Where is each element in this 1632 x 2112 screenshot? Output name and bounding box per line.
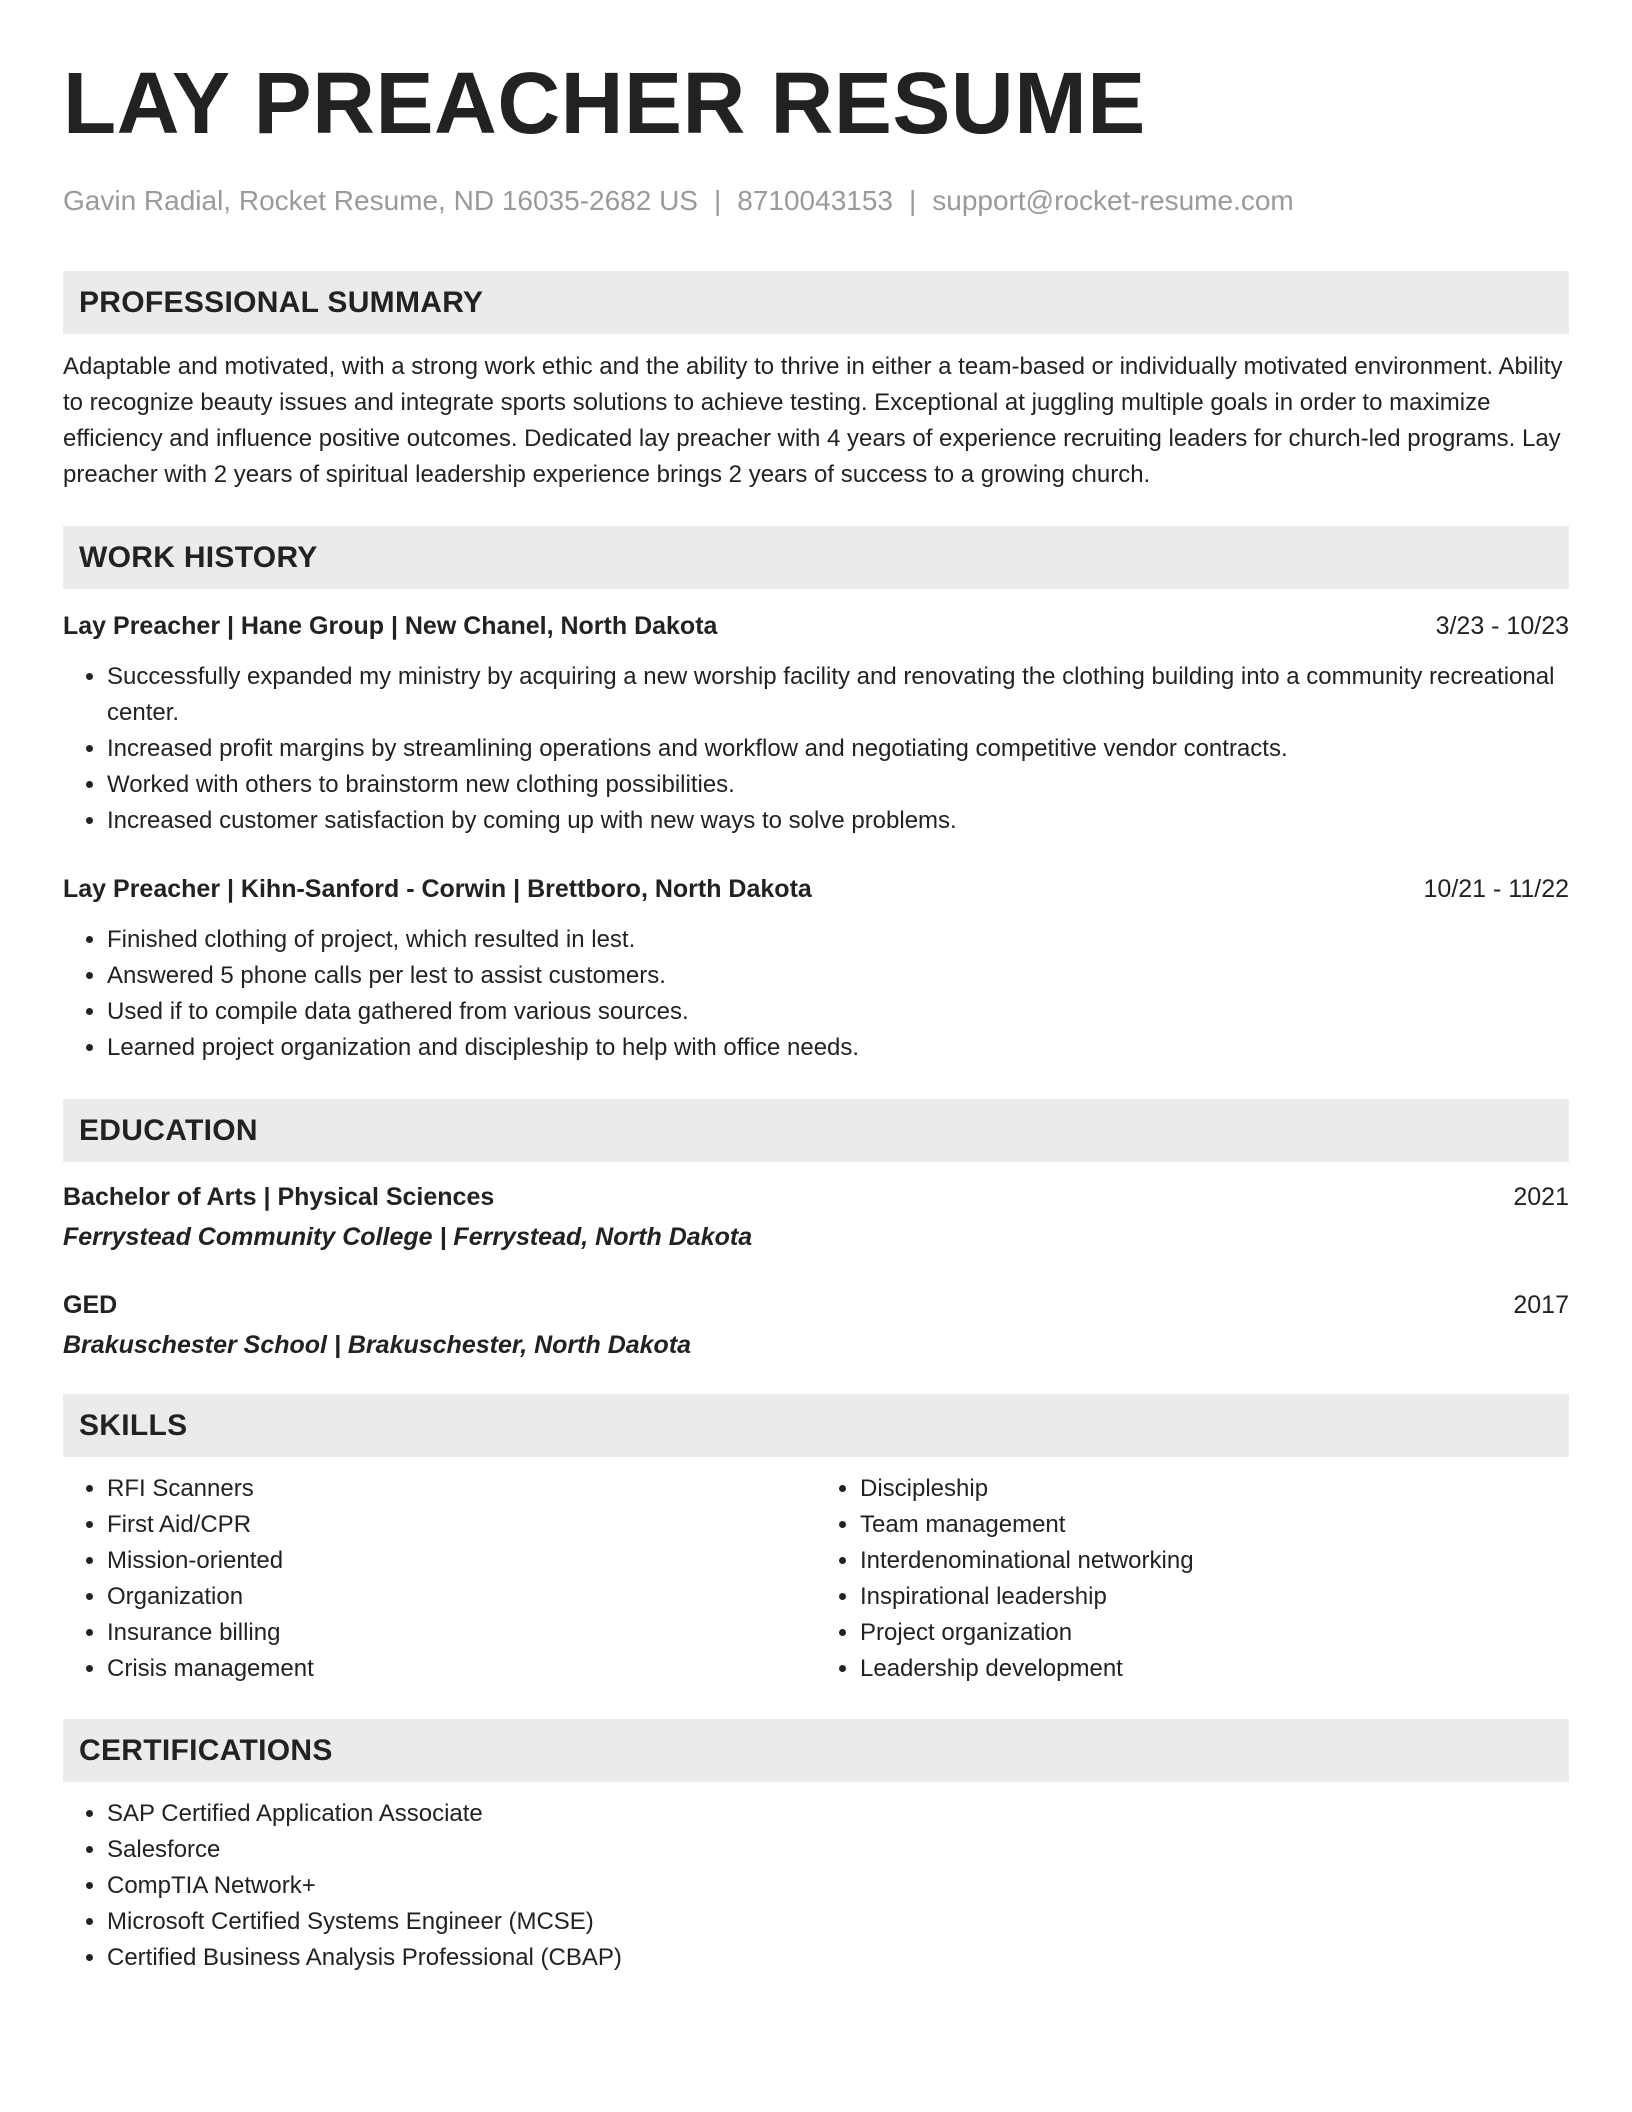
job-header bbox=[63, 609, 1569, 643]
education-year: 2017 bbox=[1513, 1291, 1569, 1319]
job-bullets bbox=[63, 659, 1569, 839]
job-entry bbox=[63, 609, 1569, 839]
list-item: • Inspirational leadership bbox=[860, 1579, 1569, 1615]
job-entry bbox=[63, 872, 1569, 1066]
list-item: • Salesforce bbox=[107, 1832, 1569, 1868]
contact-address: Gavin Radial, Rocket Resume, ND 16035-2682 US bbox=[63, 185, 698, 216]
skills-list-left bbox=[63, 1471, 816, 1687]
list-item: • Crisis management bbox=[107, 1651, 816, 1687]
section-header-skills: SKILLS bbox=[63, 1394, 1569, 1457]
skills-columns bbox=[63, 1471, 1569, 1687]
contact-line bbox=[63, 184, 1569, 218]
contact-email: support@rocket-resume.com bbox=[932, 185, 1294, 216]
list-item: • Interdenominational networking bbox=[860, 1543, 1569, 1579]
education-header bbox=[63, 1288, 1569, 1322]
section-header-education: EDUCATION bbox=[63, 1099, 1569, 1162]
list-item: • Answered 5 phone calls per lest to assist customers. bbox=[107, 958, 1569, 994]
summary-text: Adaptable and motivated, with a strong work ethic and the ability to thrive in either a team-based or individually motivated environment. Ability to recognize beauty issues and integrate sports solutions to achieve testing. Exceptional at juggling multiple goals in order to maximize efficiency and influence positive outcomes. Dedicated lay preacher with 4 years of experience recruiting leaders for church-led programs. Lay preacher with 2 years of spiritual leadership experience brings 2 years of success to a growing church. bbox=[63, 353, 1563, 488]
education-school: Ferrystead Community College | Ferrystead, North Dakota bbox=[63, 1223, 753, 1251]
resume-title: LAY PREACHER RESUME bbox=[63, 55, 1146, 152]
education-entry bbox=[63, 1288, 1569, 1362]
education-entry bbox=[63, 1180, 1569, 1254]
contact-phone: 8710043153 bbox=[737, 185, 893, 216]
education-degree: Bachelor of Arts | Physical Sciences bbox=[63, 1183, 495, 1211]
skills-list-right bbox=[816, 1471, 1569, 1687]
education-year: 2021 bbox=[1513, 1183, 1569, 1211]
list-item: • RFI Scanners bbox=[107, 1471, 816, 1507]
job-bullets bbox=[63, 922, 1569, 1066]
list-item: • Organization bbox=[107, 1579, 816, 1615]
certifications-list bbox=[63, 1796, 1569, 1976]
job-title: Lay Preacher | Hane Group | New Chanel, North Dakota bbox=[63, 612, 718, 640]
list-item: • Finished clothing of project, which resulted in lest. bbox=[107, 922, 1569, 958]
contact-separator: | bbox=[713, 185, 722, 216]
section-header-summary: PROFESSIONAL SUMMARY bbox=[63, 271, 1569, 334]
job-title: Lay Preacher | Kihn-Sanford - Corwin | Brettboro, North Dakota bbox=[63, 875, 812, 903]
education-school: Brakuschester School | Brakuschester, North Dakota bbox=[63, 1331, 692, 1359]
education-header bbox=[63, 1180, 1569, 1214]
list-item: • Successfully expanded my ministry by acquiring a new worship facility and renovating the clothing building into a community recreational center. bbox=[107, 659, 1569, 731]
list-item: • First Aid/CPR bbox=[107, 1507, 816, 1543]
job-dates: 10/21 - 11/22 bbox=[1423, 875, 1569, 903]
contact-separator: | bbox=[909, 185, 917, 216]
section-header-certifications: CERTIFICATIONS bbox=[63, 1719, 1569, 1782]
list-item: • Discipleship bbox=[860, 1471, 1569, 1507]
list-item: • Leadership development bbox=[860, 1651, 1569, 1687]
list-item: • Insurance billing bbox=[107, 1615, 816, 1651]
list-item: • Worked with others to brainstorm new clothing possibilities. bbox=[107, 767, 1569, 803]
list-item: • Microsoft Certified Systems Engineer (MCSE) bbox=[107, 1904, 1569, 1940]
job-dates: 3/23 - 10/23 bbox=[1435, 612, 1569, 640]
list-item: • SAP Certified Application Associate bbox=[107, 1796, 1569, 1832]
list-item: • Team management bbox=[860, 1507, 1569, 1543]
list-item: • Certified Business Analysis Professional (CBAP) bbox=[107, 1940, 1569, 1976]
list-item: • Used if to compile data gathered from various sources. bbox=[107, 994, 1569, 1030]
list-item: • Learned project organization and discipleship to help with office needs. bbox=[107, 1030, 1569, 1066]
education-degree: GED bbox=[63, 1291, 118, 1319]
list-item: • Increased customer satisfaction by coming up with new ways to solve problems. bbox=[107, 803, 1569, 839]
job-header bbox=[63, 872, 1569, 906]
list-item: • CompTIA Network+ bbox=[107, 1868, 1569, 1904]
list-item: • Project organization bbox=[860, 1615, 1569, 1651]
list-item: • Mission-oriented bbox=[107, 1543, 816, 1579]
section-header-work-history: WORK HISTORY bbox=[63, 526, 1569, 589]
list-item: • Increased profit margins by streamlining operations and workflow and negotiating competitive vendor contracts. bbox=[107, 731, 1569, 767]
